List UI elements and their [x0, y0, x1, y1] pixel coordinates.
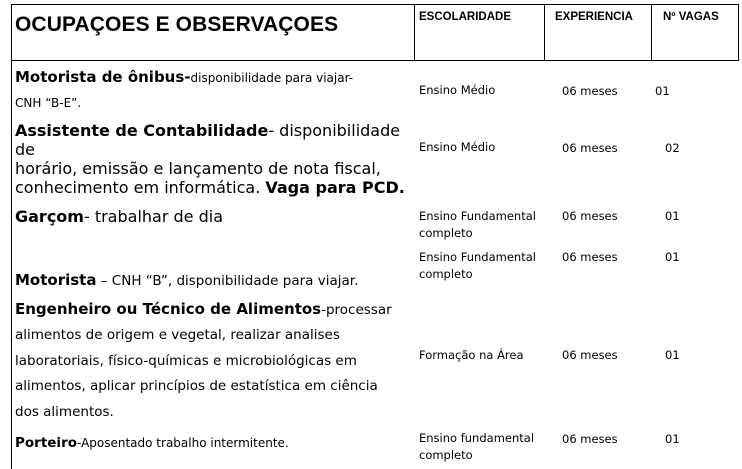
description-line: -Aposentado trabalho intermitente. [77, 436, 289, 450]
description-line: horário, emissão e lançamento de nota fiscal, [15, 159, 381, 178]
column-header-experiencia: EXPERIENCIA [555, 11, 633, 23]
column-header-vagas: Nº VAGAS [663, 11, 719, 23]
table-left-border [11, 61, 12, 469]
occupation-title: Assistente de Contabilidade [15, 121, 269, 140]
occupation-title: Porteiro [15, 435, 77, 451]
occupation-description [15, 297, 413, 425]
escolaridade-cell [419, 430, 534, 464]
escolaridade-cell [419, 249, 536, 283]
occupation-description [15, 268, 413, 294]
description-line: disponibilidade para viajar- [190, 71, 354, 85]
description-line: – CNH “B”, disponibilidade para viajar. [96, 273, 359, 289]
escolaridade-line: completo [419, 267, 473, 281]
escolaridade-cell [419, 82, 495, 99]
occupation-description [15, 207, 413, 226]
column-header-escolaridade: ESCOLARIDADE [419, 11, 512, 23]
experiencia-cell: 06 meses [562, 348, 618, 362]
occupation-description [15, 121, 413, 197]
occupation-title: Motorista [15, 271, 97, 289]
vagas-cell: 01 [665, 209, 680, 223]
header-cell-escolaridade [415, 5, 545, 60]
occupation-description [15, 430, 413, 455]
table-header [11, 4, 739, 61]
experiencia-cell: 06 meses [562, 250, 618, 264]
escolaridade-cell [419, 347, 524, 364]
description-line: - trabalhar de dia [83, 207, 223, 226]
escolaridade-line: Ensino Médio [419, 140, 496, 154]
experiencia-cell: 06 meses [562, 84, 618, 98]
description-line: CNH “B-E”. [15, 96, 82, 110]
occupation-title: Engenheiro ou Técnico de Alimentos [15, 300, 322, 318]
experiencia-cell: 06 meses [562, 209, 618, 223]
escolaridade-line: Ensino fundamental [419, 431, 535, 445]
pcd-highlight: Vaga para PCD. [265, 178, 405, 197]
occupation-title: Motorista de ônibus- [15, 68, 191, 86]
escolaridade-cell [419, 208, 536, 242]
escolaridade-line: Ensino Fundamental [419, 250, 536, 264]
escolaridade-line: Formação na Área [419, 348, 524, 362]
escolaridade-line: completo [419, 226, 473, 240]
header-cell-ocupacoes [12, 5, 415, 60]
vagas-cell: 01 [655, 84, 670, 98]
vagas-cell: 02 [665, 141, 680, 155]
escolaridade-line: Ensino Médio [419, 83, 496, 97]
vagas-cell: 01 [665, 432, 680, 446]
description-line: - disponibilidade de [15, 121, 401, 159]
description-line: alimentos, aplicar princípios de estatística em ciência [15, 378, 378, 394]
description-line: laboratoriais, físico-químicas e microbiológicas em [15, 352, 357, 369]
escolaridade-line: Ensino Fundamental [419, 209, 536, 223]
description-line: conhecimento em informática. [15, 178, 266, 197]
experiencia-cell: 06 meses [562, 141, 618, 155]
vagas-cell: 01 [665, 250, 680, 264]
table-title: OCUPAÇOES E OBSERVAÇOES [15, 13, 339, 36]
header-cell-vagas [652, 5, 738, 60]
description-line: -processar [321, 302, 392, 318]
occupation-description [15, 65, 413, 116]
escolaridade-cell [419, 139, 495, 156]
description-line: alimentos de origem e vegetal, realizar analises [15, 327, 340, 343]
description-line: dos alimentos. [15, 403, 114, 420]
vagas-cell: 01 [665, 348, 680, 362]
escolaridade-line: completo [419, 448, 473, 462]
experiencia-cell: 06 meses [562, 432, 618, 446]
occupation-title: Garçom [15, 207, 84, 226]
header-cell-experiencia [545, 5, 652, 60]
